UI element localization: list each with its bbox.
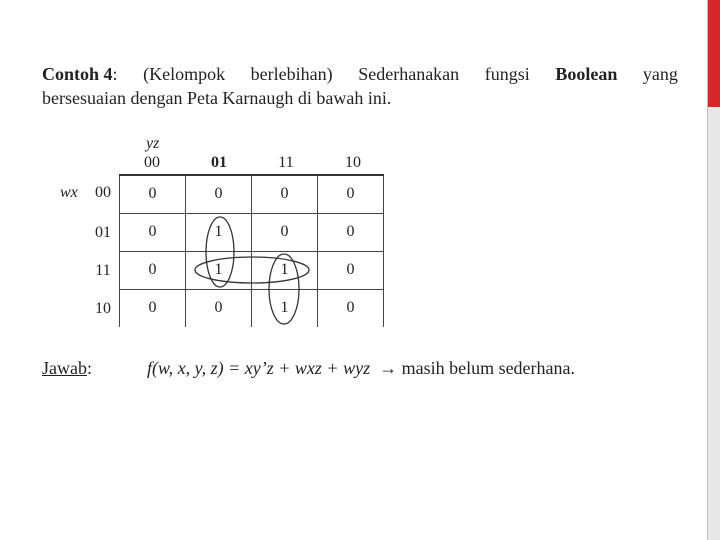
kmap-cell: 0 xyxy=(120,289,186,327)
row-header: 10 xyxy=(95,300,111,317)
kmap-cell: 0 xyxy=(120,213,186,251)
word: fungsi xyxy=(484,64,530,84)
arrow-icon: → xyxy=(379,358,398,378)
column-header: 10 xyxy=(345,154,361,171)
row-header: 11 xyxy=(95,262,111,279)
kmap-row xyxy=(120,213,384,251)
word: yang xyxy=(642,64,678,84)
word: Boolean xyxy=(555,64,618,84)
kmap-cell: 1 xyxy=(186,251,252,289)
kmap-cell: 0 xyxy=(186,289,252,327)
column-header: 11 xyxy=(278,154,294,171)
kmap-cell: 0 xyxy=(186,175,252,213)
answer-label: Jawab: xyxy=(42,358,92,378)
row-header: 00 xyxy=(95,184,111,201)
kmap-cell: 0 xyxy=(120,175,186,213)
formula-rhs: = xy’z + wxz + wyz xyxy=(228,358,371,378)
column-variable-label: yz xyxy=(146,135,160,152)
kmap-cell: 0 xyxy=(120,251,186,289)
kmap-cell: 0 xyxy=(252,175,318,213)
kmap-cell: 0 xyxy=(318,289,384,327)
kmap-cell: 1 xyxy=(186,213,252,251)
kmap-row xyxy=(120,175,384,213)
column-header: 00 xyxy=(144,154,160,171)
row-variable-label: wx xyxy=(60,184,78,201)
word: berlebihan) xyxy=(250,64,333,84)
kmap-cell: 0 xyxy=(318,175,384,213)
kmap-cell: 0 xyxy=(318,213,384,251)
row-header: 01 xyxy=(95,224,111,241)
karnaugh-map xyxy=(119,174,384,327)
formula-lhs: f(w, x, y, z) xyxy=(147,358,224,378)
problem-line-2: bersesuaian dengan Peta Karnaugh di bawah ini. xyxy=(42,88,392,108)
kmap-cell: 1 xyxy=(252,251,318,289)
word: (Kelompok xyxy=(143,64,226,84)
word: Sederhanakan xyxy=(358,64,460,84)
answer-note: masih belum sederhana. xyxy=(401,358,576,378)
answer-formula xyxy=(147,358,575,379)
kmap-cell: 1 xyxy=(252,289,318,327)
kmap-row xyxy=(120,251,384,289)
slide-side-accent xyxy=(708,0,720,107)
kmap-cell: 0 xyxy=(318,251,384,289)
problem-statement xyxy=(42,62,678,110)
kmap-cell: 0 xyxy=(252,213,318,251)
column-header: 01 xyxy=(211,154,227,171)
example-title: Contoh 4: xyxy=(42,64,118,84)
problem-line-1 xyxy=(42,62,678,86)
kmap-row xyxy=(120,289,384,327)
